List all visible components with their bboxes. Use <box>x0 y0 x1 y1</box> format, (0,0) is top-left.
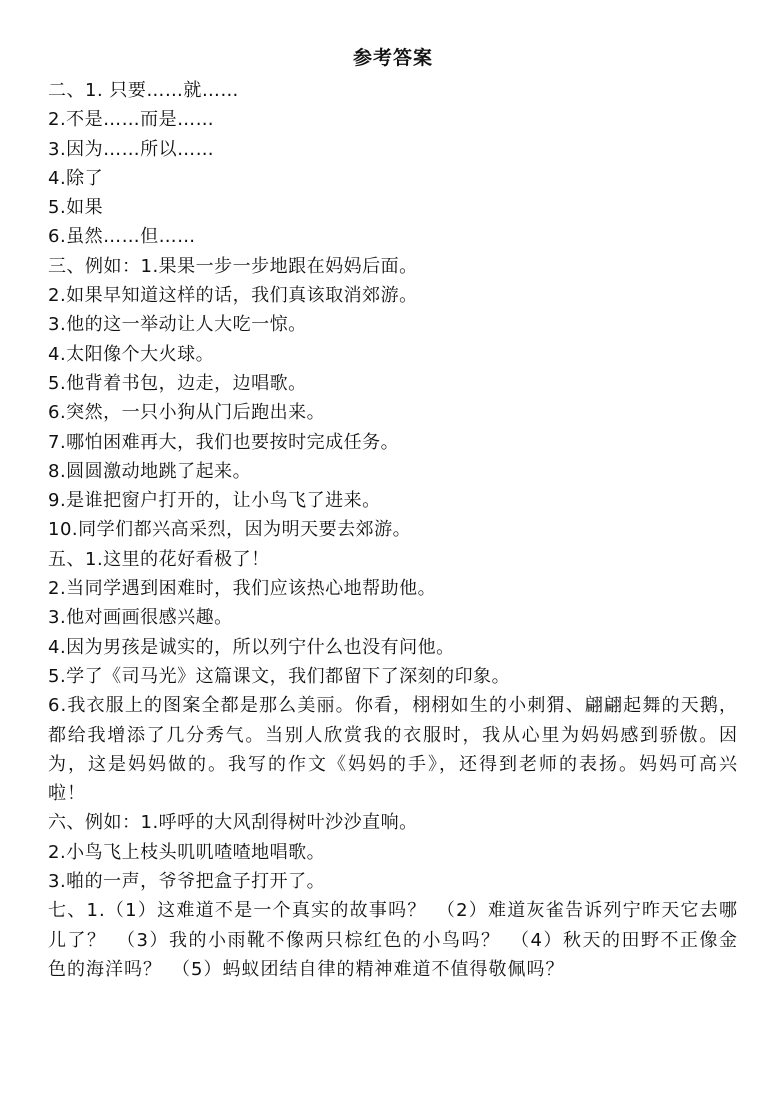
answer-line: 三、例如：1.果果一步一步地跟在妈妈后面。 <box>48 255 418 277</box>
answer-line: 8.圆圆激动地跳了起来。 <box>48 460 252 482</box>
answer-line: 2.当同学遇到困难时，我们应该热心地帮助他。 <box>48 578 437 600</box>
answer-line: 3.他对画画很感兴趣。 <box>48 607 233 629</box>
answer-line: 4.太阳像个大火球。 <box>48 343 215 365</box>
answer-line: 2.小鸟飞上枝头叽叽喳喳地唱歌。 <box>48 841 326 863</box>
answer-paragraph-6: 6.我衣服上的图案全都是那么美丽。你看，栩栩如生的小刺猬、翩翩起舞的天鹅，都给我增添了几分秀气。当别人欣赏我的衣服时，我从心里为妈妈感到骄傲。因为，这是妈妈做的。我写的作文《妈妈的手》，还得到老师的表扬。妈妈可高兴啦！ <box>48 695 738 805</box>
answer-line: 二、1. 只要……就…… <box>48 80 239 101</box>
answer-line: 9.是谁把窗户打开的，让小鸟飞了进来。 <box>48 490 381 512</box>
answer-line: 3.啪的一声，爷爷把盒子打开了。 <box>48 871 326 893</box>
answer-line: 4.除了 <box>48 167 104 189</box>
answer-lines <box>48 76 738 691</box>
answer-line: 6.虽然……但…… <box>48 226 196 248</box>
answer-line: 10.同学们都兴高采烈，因为明天要去郊游。 <box>48 519 412 541</box>
answer-line: 3.他的这一举动让人大吃一惊。 <box>48 314 307 336</box>
answer-line: 五、1.这里的花好看极了！ <box>48 548 270 570</box>
answer-paragraph-7: 七、1.（1）这难道不是一个真实的故事吗？ （2）难道灰雀告诉列宁昨天它去哪儿了？ （3）我的小雨靴不像两只棕红色的小鸟吗？ （4）秋天的田野不正像金色的海洋吗？ （5）蚂蚁团结自律的精神难道不值得敬佩吗？ <box>48 900 738 980</box>
page-title: 参考答案 <box>352 47 433 69</box>
answer-line: 2.不是……而是…… <box>48 109 215 131</box>
answer-line: 5.如果 <box>48 197 104 219</box>
answer-line: 4.因为男孩是诚实的，所以列宁什么也没有问他。 <box>48 636 455 658</box>
answer-lines-section-6 <box>48 808 738 896</box>
answer-line: 5.他背着书包，边走，边唱歌。 <box>48 372 307 394</box>
answer-line: 6.突然，一只小狗从门后跑出来。 <box>48 402 326 424</box>
answer-line: 5.学了《司马光》这篇课文，我们都留下了深刻的印象。 <box>48 665 511 687</box>
answer-line: 六、例如：1.呼呼的大风刮得树叶沙沙直响。 <box>48 812 418 834</box>
answer-line: 3.因为……所以…… <box>48 138 215 160</box>
answer-line: 2.如果早知道这样的话，我们真该取消郊游。 <box>48 285 418 307</box>
answer-line: 7.哪怕困难再大，我们也要按时完成任务。 <box>48 431 400 453</box>
